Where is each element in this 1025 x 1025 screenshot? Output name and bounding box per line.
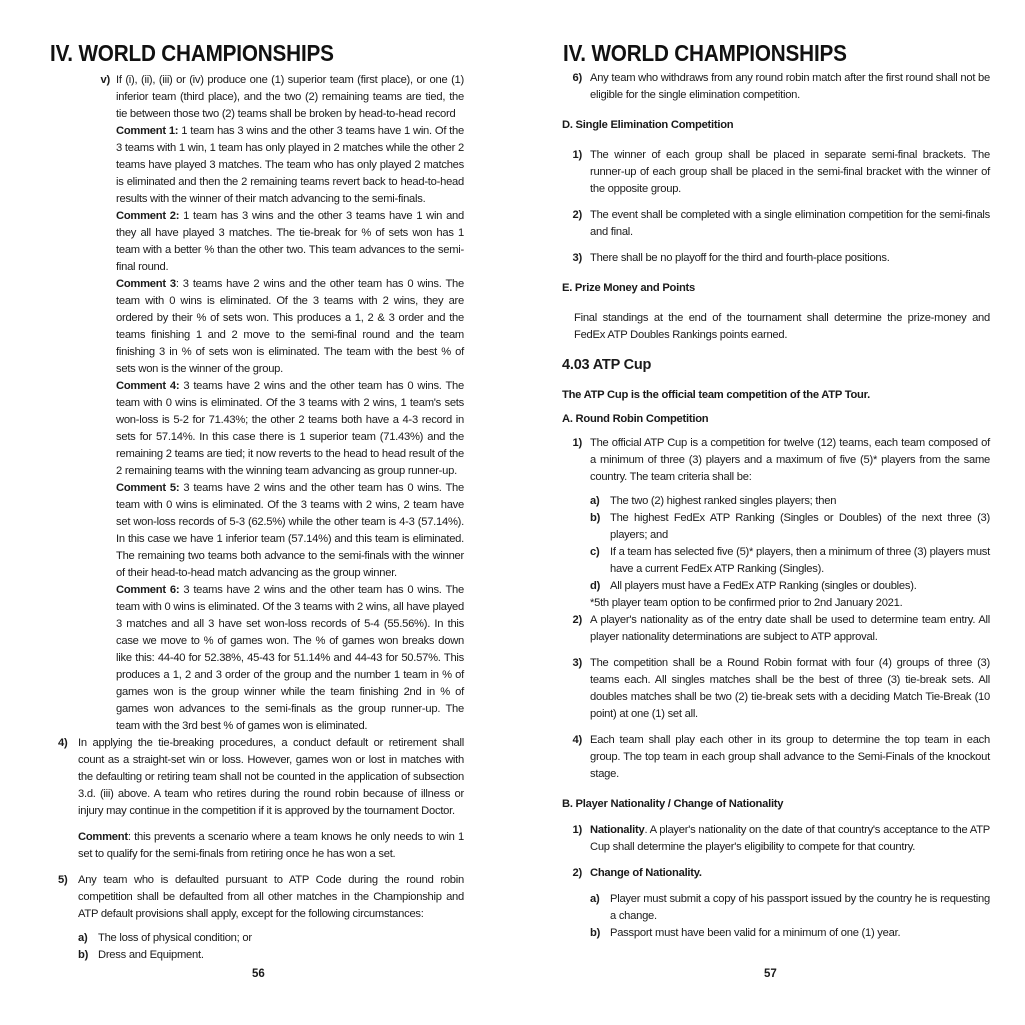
rule-label: 3) — [572, 657, 582, 669]
footnote: *5th player team option to be confirmed prior to 2nd January 2021. — [590, 597, 903, 609]
section-heading-e: E. Prize Money and Points — [562, 282, 695, 294]
rule-5-subitems — [78, 930, 464, 964]
rule-text — [590, 822, 990, 856]
rule-text: Any team who withdraws from any round robin match after the first round shall not be eligible for the single elimination competition. — [590, 72, 990, 101]
subitem-text: If a team has selected five (5)* players, then a minimum of three (3) players must have a current FedEx ATP Ranking (Singles). — [610, 546, 990, 575]
subitem-text: Passport must have been valid for a minimum of one (1) year. — [610, 927, 901, 939]
rule-text: In applying the tie-breaking procedures, a conduct default or retirement shall count as a straight-set win or loss. However, games won or lost in matches with the defaulting or retiring team shall not be counted in the application of subsection 3.d. (iii) above. A team who retires during the round robin because of illness or injury may continue in the competition if it is approved by the tournament Doctor. — [78, 737, 464, 817]
comment-6 — [116, 582, 464, 735]
comment-text: 1 team has 3 wins and the other 3 teams have 1 win. Of the 3 teams with 1 win, 1 team has only played in 2 matches while the other 2 teams have played 3 matches. The team who has only played 2 matches is eliminated and then the 2 remaining teams revert back to head-to-head results with the winner of their match advancing to the semi-finals. — [116, 125, 464, 205]
list-item — [78, 930, 464, 947]
rule-text: There shall be no playoff for the third and fourth-place positions. — [590, 252, 890, 264]
rule-v — [58, 72, 464, 123]
rule-4 — [58, 735, 464, 820]
subitem-label: d) — [590, 580, 601, 592]
rule-label: 1) — [572, 149, 582, 161]
rule-text: A player's nationality as of the entry date shall be used to determine team entry. All player nationality determinations are subject to ATP approval. — [590, 614, 990, 643]
subitem-label: b) — [590, 512, 601, 524]
list-item — [590, 578, 990, 595]
comment-text: : 3 teams have 2 wins and the other team has 0 wins. The team with 0 wins is eliminated. Of the 3 teams with 2 wins, they are ordered by their % of sets won. This produces a 1, 2 & 3 order and the teams finishing 1 and 2 move to the semi-final round and the team finishing 3 in % of sets won is eliminated. The team with the best % of sets won is the winner of the group. — [116, 278, 464, 375]
rule-text: Each team shall play each other in its group to determine the top team in each group. The top team in each group shall advance to the Semi-Finals of the knockout stage. — [590, 734, 990, 780]
list-item — [590, 510, 990, 544]
rule-text: The official ATP Cup is a competition for twelve (12) teams, each team composed of a minimum of three (3) players and a maximum of five (5)* players from the same country. The team criteria shall be: — [590, 437, 990, 483]
rule-label: 4) — [572, 734, 582, 746]
list-item — [590, 544, 990, 578]
subitem-label: b) — [78, 949, 89, 961]
rule-label: 1) — [572, 824, 582, 836]
list-item — [562, 435, 990, 486]
subitem-label: a) — [590, 893, 600, 905]
subitem-text: The two (2) highest ranked singles players; then — [610, 495, 837, 507]
rule-label: 3) — [572, 252, 582, 264]
rule-label: 4) — [58, 737, 68, 749]
rule-6 — [562, 70, 990, 104]
rule-label: 2) — [572, 209, 582, 221]
rule-text: The winner of each group shall be placed in separate semi-final brackets. The runner-up of each group shall be placed in the semi-final bracket with the winner of the opposite group. — [590, 149, 990, 195]
nationality-term: Nationality — [590, 824, 645, 836]
left-page — [0, 0, 512, 1025]
rule-text: The event shall be completed with a single elimination competition for the semi-finals and final. — [590, 209, 990, 238]
list-item — [78, 947, 464, 964]
comment-label: Comment 2: — [116, 210, 180, 222]
list-item — [590, 493, 990, 510]
comment-text: 1 team has 3 wins and the other 3 teams have 1 win and they all have played 3 matches. The tie-break for % of sets won has 1 team with a better % than the other two. This team advances to the semi-final round. — [116, 210, 464, 273]
comment-text: : this prevents a scenario where a team knows he only needs to win 1 set to qualify for the semi-finals from retiring once he has won a set. — [78, 831, 464, 860]
subitem-label: c) — [590, 546, 600, 558]
comment-label: Comment 3 — [116, 278, 176, 290]
rule-5 — [58, 872, 464, 923]
subitem-label: a) — [590, 495, 600, 507]
list-item — [562, 655, 990, 723]
comment-label: Comment 6: — [116, 584, 180, 596]
atp-cup-heading: 4.03 ATP Cup — [562, 357, 652, 373]
comment-3 — [116, 276, 464, 378]
rule-label: 2) — [572, 867, 582, 879]
comment-text: 3 teams have 2 wins and the other team has 0 wins. The team with 0 wins is eliminated. Of the 3 teams with 2 wins, 2 team have set won-loss records of 5-3 (62.5%) while the other team is 4-3 (57.14%). In this case we have 1 inferior team (57.14%) and this team is eliminated. The remaining two teams both advance to the semi-finals with the winner of their head-to-head match advancing as the group winner. — [116, 482, 464, 579]
list-item — [590, 925, 990, 942]
subitem-text: All players must have a FedEx ATP Ranking (singles or doubles). — [610, 580, 917, 592]
list-item — [562, 147, 990, 198]
page-title: IV. WORLD CHAMPIONSHIPS — [50, 40, 334, 66]
rule-text: Change of Nationality. — [590, 867, 702, 879]
rule-text: The competition shall be a Round Robin format with four (4) groups of three (3) teams each. All singles matches shall be the best of three (3) tie-break sets. All doubles matches shall be two (2) tie-break sets with a deciding Match Tie-Break (10 point) at one (1) set all. — [590, 657, 990, 720]
subitem-text: Dress and Equipment. — [98, 949, 204, 961]
comment-label: Comment 1: — [116, 125, 179, 137]
rule-label: 6) — [572, 72, 582, 84]
list-item — [590, 891, 990, 925]
nationality-text: . A player's nationality on the date of that country's acceptance to the ATP Cup shall determine the player's eligibility to compete for that country. — [590, 824, 990, 853]
comment-5 — [116, 480, 464, 582]
section-heading-d: D. Single Elimination Competition — [562, 119, 734, 131]
comment-text: 3 teams have 2 wins and the other team has 0 wins. The team with 0 wins is eliminated. Of the 3 teams with 2 wins, all have played 3 matches and all 3 have set won-loss records of 5-4 (55.56%). In this case we move to % of games won. The % of games won breaks down like this: 44-40 for 52.38%, 45-43 for 51.14% and 44-43 for 50.57%. This produces a 1, 2 and 3 order of the group and the number 1 team in % of games won is the group winner while the team finishing 2nd in % of games won advances to the semi-finals as the group runner-up. The team with the 3rd best % of games won is eliminated. — [116, 584, 464, 732]
subitem-text: Player must submit a copy of his passport issued by the country he is requesting a change. — [610, 893, 990, 922]
page-number: 56 — [252, 968, 265, 980]
rule-label: 2) — [572, 614, 582, 626]
subitem-label: b) — [590, 927, 601, 939]
nationality-change-list — [590, 891, 990, 942]
subitem-text: The highest FedEx ATP Ranking (Singles or Doubles) of the next three (3) players; and — [610, 512, 990, 541]
list-item — [562, 822, 990, 856]
list-item — [562, 865, 990, 882]
team-criteria-list — [590, 493, 990, 612]
comment-2 — [116, 208, 464, 276]
section-heading-a: A. Round Robin Competition — [562, 413, 709, 425]
rule-text: If (i), (ii), (iii) or (iv) produce one (1) superior team (first place), or one (1) inferior team (third place), and the two (2) remaining teams are tied, the tie between those two (2) teams shall be broken by head-to-head record — [116, 74, 464, 120]
rule-label: 5) — [58, 874, 68, 886]
page-title: IV. WORLD CHAMPIONSHIPS — [563, 40, 847, 66]
rule-4-comment — [78, 829, 464, 863]
subitem-label: a) — [78, 932, 88, 944]
list-item — [562, 250, 990, 267]
rule-label: v) — [100, 74, 110, 86]
rule-text: Any team who is defaulted pursuant to ATP Code during the round robin competition shall be defaulted from all other matches in the Championship and ATP default provisions shall apply, except for the following circumstances: — [78, 874, 464, 920]
list-item — [562, 732, 990, 783]
right-page — [512, 0, 1025, 1025]
comment-1 — [116, 123, 464, 208]
comment-text: 3 teams have 2 wins and the other team has 0 wins. The team with 0 wins is eliminated. Of the 3 teams with 2 wins, 1 team's sets won-loss is 5-2 for 71.43%; the other 2 teams both have a 4-3 record in sets for 57.14%. In this case there is 1 superior team (71.43%) and the remaining 2 teams are tied; it now reverts to the head to head result of the 2 remaining teams with the winning team advancing as group runner-up. — [116, 380, 464, 477]
list-item — [562, 612, 990, 646]
section-heading-b: B. Player Nationality / Change of Nationality — [562, 798, 784, 810]
prize-money-text: Final standings at the end of the tournament shall determine the prize-money and FedEx ATP Doubles Rankings points earned. — [574, 312, 990, 341]
comment-label: Comment 5: — [116, 482, 180, 494]
right-column — [562, 70, 990, 942]
atp-cup-intro: The ATP Cup is the official team competition of the ATP Tour. — [562, 389, 870, 401]
list-item — [562, 207, 990, 241]
subitem-text: The loss of physical condition; or — [98, 932, 252, 944]
comment-label: Comment 4: — [116, 380, 180, 392]
rule-label: 1) — [572, 437, 582, 449]
left-column — [58, 72, 464, 964]
comment-label: Comment — [78, 831, 128, 843]
page-number: 57 — [764, 968, 777, 980]
comment-4 — [116, 378, 464, 480]
